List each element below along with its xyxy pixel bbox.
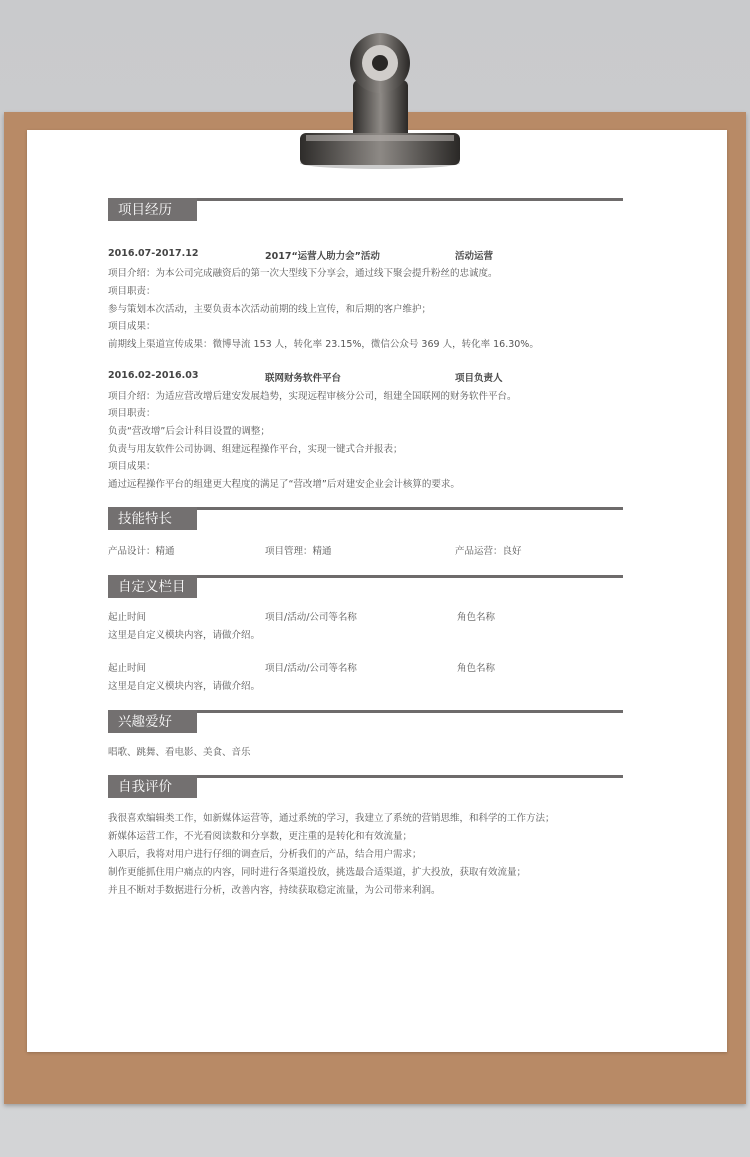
project-period: 2016.07-2017.12 (108, 248, 199, 259)
custom-role: 角色名称 (457, 612, 496, 623)
project-line: 项目介绍：为适应营改增后建安发展趋势，实现远程审核分公司，组建全国联网的财务软件平台。 (108, 391, 517, 402)
project-line: 项目介绍：为本公司完成融资后的第一次大型线下分享会，通过线下聚会提升粉丝的忠诚度。 (108, 268, 498, 279)
project-line: 通过远程操作平台的组建更大程度的满足了“营改增”后对建安企业会计核算的要求。 (108, 479, 460, 490)
binder-clip-icon (298, 25, 463, 170)
project-role: 项目负责人 (455, 373, 503, 384)
project-line: 项目职责： (108, 286, 156, 297)
project-role: 活动运营 (455, 251, 494, 262)
section-header-hobbies (108, 710, 623, 734)
custom-period: 起止时间 (108, 663, 147, 674)
section-title: 项目经历 (108, 198, 197, 221)
project-line: 项目职责： (108, 408, 156, 419)
self-line: 新媒体运营工作，不光看阅读数和分享数，更注重的是转化和有效流量； (108, 831, 413, 842)
project-line: 负责与用友软件公司协调、组建远程操作平台，实现一键式合并报表； (108, 444, 403, 455)
section-title: 自定义栏目 (108, 575, 197, 598)
project-line: 负责“营改增”后会计科目设置的调整； (108, 426, 270, 437)
self-line: 我很喜欢编辑类工作，如新媒体运营等，通过系统的学习，我建立了系统的营销思维，和科学的工作方法； (108, 813, 555, 824)
project-line: 项目成果： (108, 321, 156, 332)
custom-desc: 这里是自定义模块内容，请做介绍。 (108, 630, 261, 641)
custom-name: 项目/活动/公司等名称 (265, 612, 357, 623)
section-title: 技能特长 (108, 507, 197, 530)
project-line: 项目成果： (108, 461, 156, 472)
self-line: 入职后，我将对用户进行仔细的调查后，分析我们的产品，结合用户需求； (108, 849, 422, 860)
hobbies-text: 唱歌、跳舞、看电影、美食、音乐 (108, 747, 251, 758)
self-line: 并且不断对手数据进行分析，改善内容，持续获取稳定流量，为公司带来利润。 (108, 885, 441, 896)
project-name: 2017“运营人助力会”活动 (265, 251, 380, 262)
section-header-projects (108, 198, 623, 222)
section-header-skills (108, 507, 623, 531)
custom-role: 角色名称 (457, 663, 496, 674)
custom-desc: 这里是自定义模块内容，请做介绍。 (108, 681, 261, 692)
section-title: 自我评价 (108, 775, 197, 798)
custom-name: 项目/活动/公司等名称 (265, 663, 357, 674)
project-period: 2016.02-2016.03 (108, 370, 199, 381)
project-line: 参与策划本次活动，主要负责本次活动前期的线上宣传，和后期的客户维护； (108, 304, 432, 315)
self-line: 制作更能抓住用户痛点的内容，同时进行各渠道投放，挑选最合适渠道，扩大投放，获取有效流量； (108, 867, 527, 878)
skill-item: 项目管理：精通 (265, 546, 332, 557)
section-header-custom (108, 575, 623, 599)
section-header-self-evaluation (108, 775, 623, 799)
project-name: 联网财务软件平台 (265, 373, 342, 384)
section-title: 兴趣爱好 (108, 710, 197, 733)
skill-item: 产品设计：精通 (108, 546, 175, 557)
project-line: 前期线上渠道宣传成果：微博导流 153 人，转化率 23.15%，微信公众号 369 人，转化率 16.30%。 (108, 339, 539, 350)
skill-item: 产品运营：良好 (455, 546, 522, 557)
custom-period: 起止时间 (108, 612, 147, 623)
